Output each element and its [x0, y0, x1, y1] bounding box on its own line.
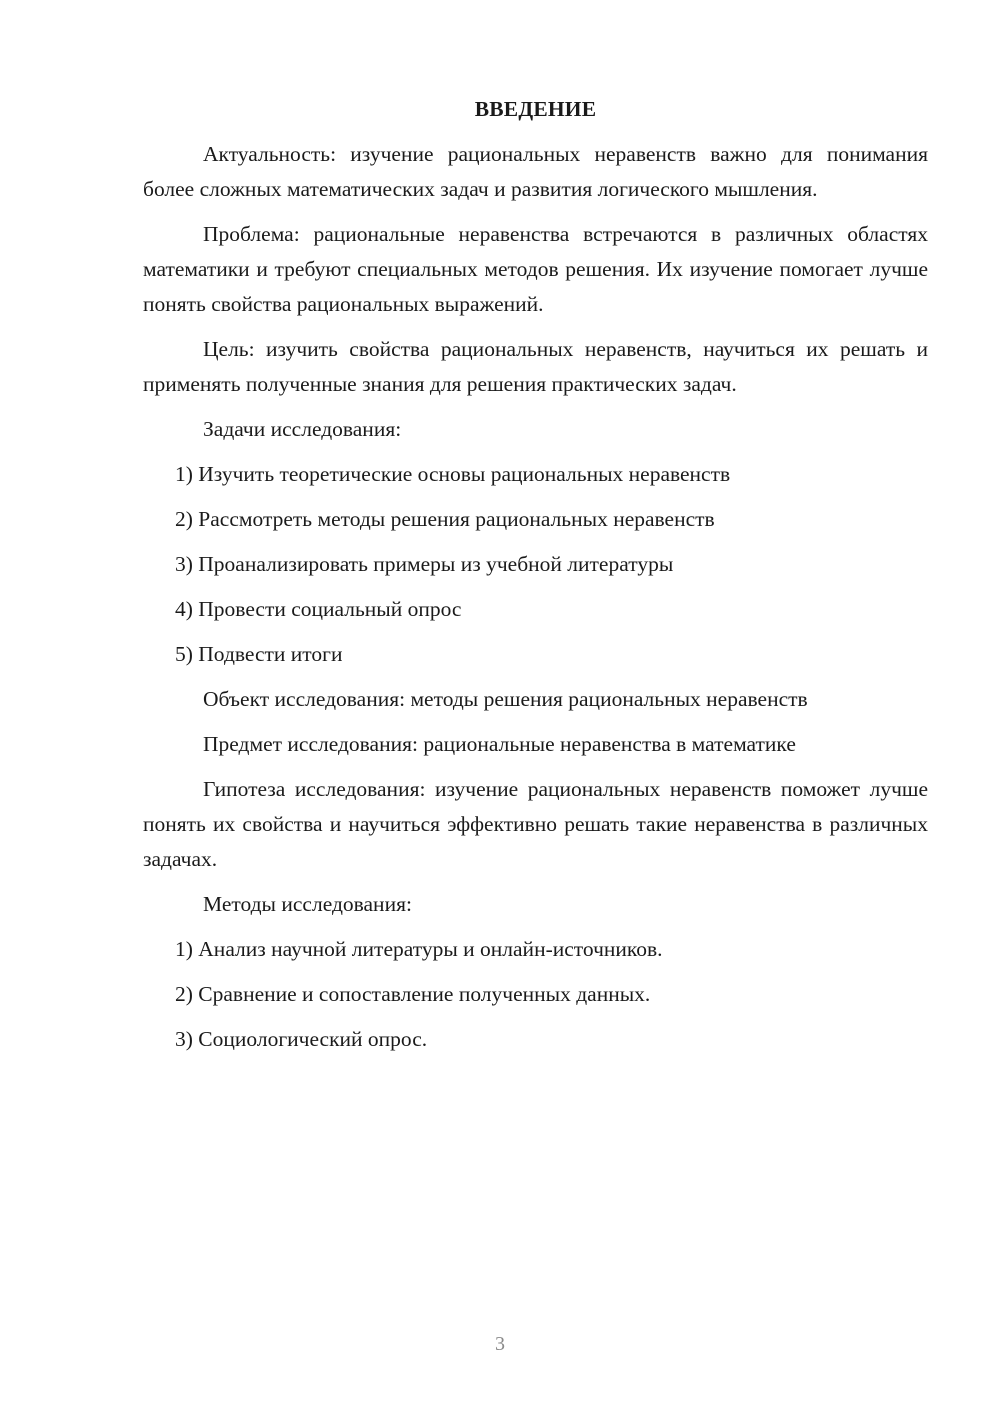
tasks-heading: Задачи исследования:: [203, 417, 402, 441]
task-item: 3) Проанализировать примеры из учебной литературы: [175, 552, 674, 576]
task-item: 2) Рассмотреть методы решения рациональных неравенств: [175, 507, 715, 531]
task-item: 4) Провести социальный опрос: [175, 597, 462, 621]
relevance-paragraph: Актуальность: изучение рациональных неравенств важно для понимания более сложных математических задач и развития логического мышления.: [143, 142, 928, 201]
page-content: [143, 92, 928, 1067]
method-item: 1) Анализ научной литературы и онлайн-источников.: [175, 937, 663, 961]
methods-heading: Методы исследования:: [203, 892, 412, 916]
problem-paragraph: Проблема: рациональные неравенства встречаются в различных областях математики и требуют специальных методов решения. Их изучение помогает лучше понять свойства рациональных выражений.: [143, 222, 928, 316]
page-number: 3: [495, 1333, 505, 1355]
task-item: 1) Изучить теоретические основы рациональных неравенств: [175, 462, 731, 486]
task-item: 5) Подвести итоги: [175, 642, 343, 666]
method-item: 2) Сравнение и сопоставление полученных данных.: [175, 982, 651, 1006]
method-item: 3) Социологический опрос.: [175, 1027, 428, 1051]
subject-paragraph: Предмет исследования: рациональные неравенства в математике: [203, 732, 796, 756]
object-paragraph: Объект исследования: методы решения рациональных неравенств: [203, 687, 808, 711]
goal-paragraph: Цель: изучить свойства рациональных неравенств, научиться их решать и применять полученные знания для решения практических задач.: [143, 337, 928, 396]
page-title: ВВЕДЕНИЕ: [474, 97, 597, 121]
hypothesis-paragraph: Гипотеза исследования: изучение рациональных неравенств поможет лучше понять их свойства и научиться эффективно решать такие неравенства в различных задачах.: [143, 777, 928, 871]
